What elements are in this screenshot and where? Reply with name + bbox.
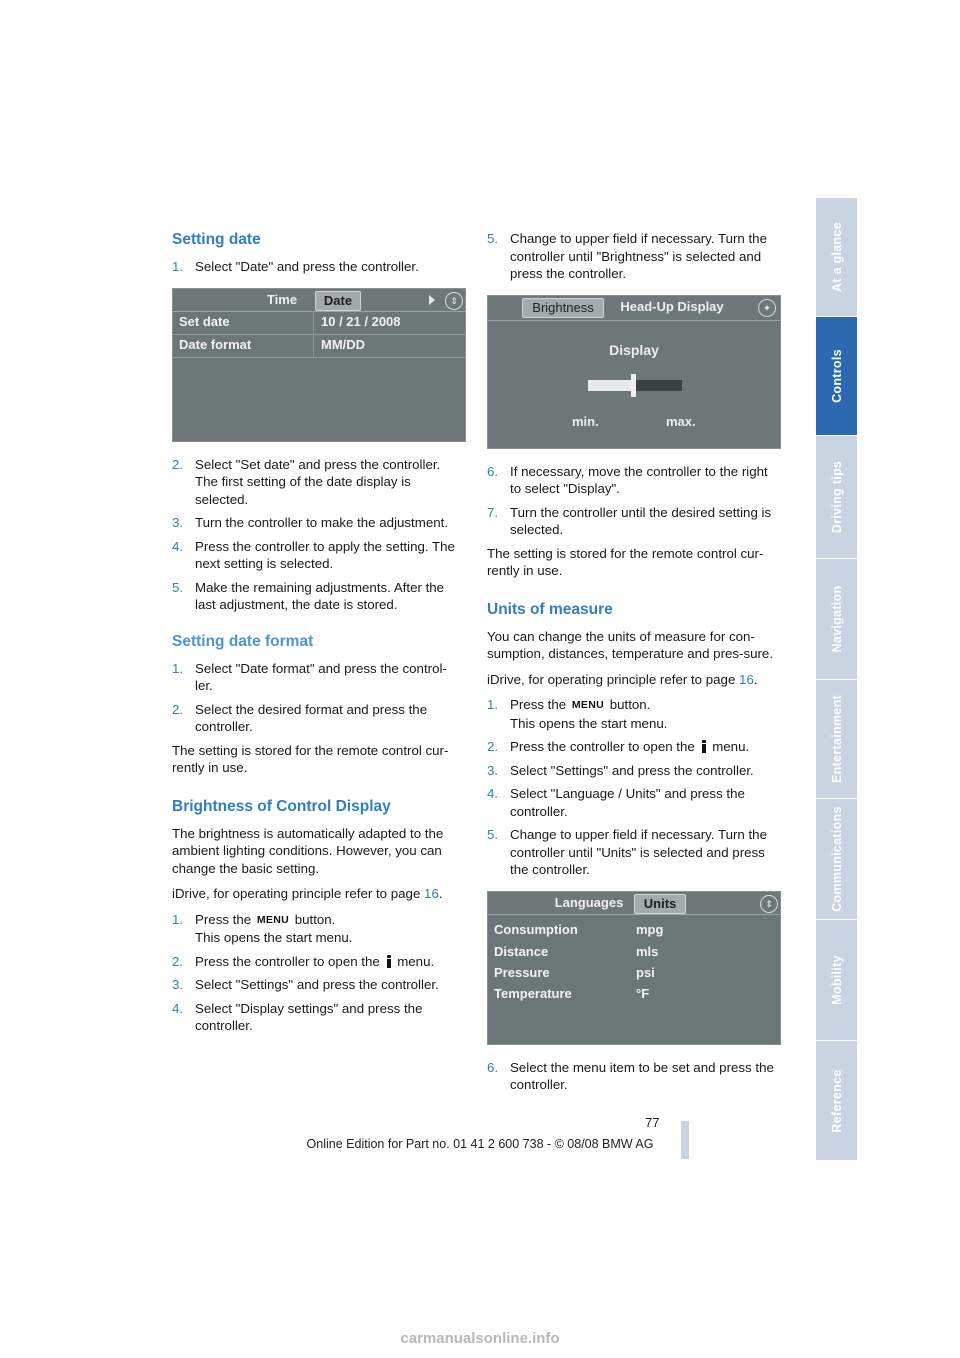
chapter-tabs	[816, 198, 857, 1160]
step-item: 2. Select the desired format and press the controller.	[172, 701, 428, 734]
tab-date: Date	[315, 291, 361, 311]
step-item: 5. Change to upper field if necessary. Turn the controller until "Units" is selected and press the controller.	[487, 827, 767, 877]
idrive-reference: iDrive, for operating principle refer to page 16.	[172, 886, 443, 901]
controller-icon: ✦	[758, 299, 776, 317]
footer-text: Online Edition for Part no. 01 41 2 600 738 - © 08/08 BMW AG	[306, 1137, 654, 1151]
tab-units: Units	[634, 894, 686, 914]
page-link[interactable]: 16	[424, 886, 439, 901]
tab-mobility[interactable]: Mobility	[816, 920, 857, 1041]
step-item: 2. Press the controller to open the menu.	[487, 739, 750, 754]
date-screen-image	[172, 288, 466, 442]
tab-controls[interactable]: Controls	[816, 317, 857, 436]
screen-topbar	[173, 289, 465, 312]
tab-reference[interactable]: Reference	[816, 1041, 857, 1161]
note-text: The setting is stored for the remote control cur-rently in use.	[487, 545, 764, 578]
heading-setting-date-format: Setting date format	[172, 632, 314, 650]
heading-brightness: Brightness of Control Display	[172, 797, 391, 815]
table-row: Temperature °F	[494, 985, 650, 1001]
table-row: Pressure psi	[494, 964, 655, 980]
intro-text: The brightness is automatically adapted to the ambient lighting conditions. However, you can change the basic setting.	[172, 825, 444, 876]
step-item: 3. Select "Settings" and press the controller.	[172, 977, 439, 992]
tab-driving-tips[interactable]: Driving tips	[816, 436, 857, 559]
step-item: 3. Turn the controller to make the adjustment.	[172, 515, 449, 530]
page-link[interactable]: 16	[739, 671, 754, 687]
step-item: 1. Press the MENU button. This opens the start menu.	[487, 697, 668, 731]
min-label: min.	[572, 413, 599, 429]
display-label: Display	[609, 341, 659, 358]
step-item: 4. Press the controller to apply the setting. The next setting is selected.	[172, 538, 455, 571]
table-row: Consumption mpg	[494, 921, 664, 937]
tab-entertainment[interactable]: Entertainment	[816, 680, 857, 799]
page-number: 77	[645, 1115, 660, 1130]
idrive-reference: iDrive, for operating principle refer to page 16.	[487, 671, 758, 687]
brightness-slider	[588, 380, 682, 391]
right-column	[487, 230, 779, 1100]
step-item: 6. If necessary, move the controller to the right to select "Display".	[487, 463, 768, 496]
tab-at-a-glance[interactable]: At a glance	[816, 198, 857, 317]
note-text: The setting is stored for the remote control cur-rently in use.	[172, 742, 449, 775]
step-item: 4. Select "Language / Units" and press the controller.	[487, 786, 745, 819]
tab-languages: Languages	[554, 894, 624, 910]
table-row: Date format MM/DD	[173, 335, 465, 358]
column-divider	[313, 312, 314, 358]
heading-setting-date: Setting date	[172, 231, 261, 248]
max-label: max.	[666, 413, 696, 429]
step-item: 4. Select "Display settings" and press the controller.	[172, 1000, 423, 1033]
heading-units-of-measure: Units of measure	[487, 600, 613, 618]
intro-text: You can change the units of measure for con-sumption, distances, temperature and pres-sure.	[487, 628, 774, 661]
tab-head-up-display: Head-Up Display	[620, 298, 724, 314]
info-icon	[386, 955, 392, 968]
step-item: 5. Change to upper field if necessary. Turn the controller until "Brightness" is selected and press the controller.	[487, 231, 767, 281]
step-item: 2. Press the controller to open the menu.	[172, 953, 435, 969]
table-row: Distance mls	[494, 943, 659, 959]
units-screen-image	[487, 891, 781, 1045]
watermark: carmanualsonline.info	[400, 1330, 560, 1347]
table-row: Set date 10 / 21 / 2008	[173, 312, 465, 335]
tab-communications[interactable]: Communications	[816, 799, 857, 920]
step-item: 6. Select the menu item to be set and press the controller.	[487, 1059, 774, 1092]
slider-fill	[588, 380, 633, 391]
step-item: 1. Press the MENU button. This opens the start menu.	[172, 911, 353, 945]
menu-button-icon: MENU	[256, 913, 289, 926]
step-item: 1. Select "Date" and press the controller.	[172, 259, 419, 274]
controller-icon: ⇕	[760, 895, 778, 913]
controller-icon: ⇕	[445, 292, 463, 310]
tab-time: Time	[266, 291, 298, 307]
slider-knob	[631, 374, 636, 397]
screen-topbar	[488, 892, 780, 915]
screen-topbar	[488, 296, 780, 321]
tab-navigation[interactable]: Navigation	[816, 559, 857, 680]
tab-brightness: Brightness	[522, 298, 604, 318]
step-item: 5. Make the remaining adjustments. After the last adjustment, the date is stored.	[172, 579, 445, 612]
step-item: 1. Select "Date format" and press the control-ler.	[172, 660, 447, 693]
menu-button-icon: MENU	[571, 699, 604, 711]
brightness-screen-image	[487, 295, 781, 449]
step-item: 2. Select "Set date" and press the controller. The first setting of the date display is selected.	[172, 456, 441, 507]
step-item: 3. Select "Settings" and press the controller.	[487, 762, 754, 778]
info-icon	[701, 740, 707, 753]
step-item: 7. Turn the controller until the desired setting is selected.	[487, 504, 772, 537]
arrow-right-icon	[429, 295, 435, 305]
left-column	[172, 230, 464, 1041]
